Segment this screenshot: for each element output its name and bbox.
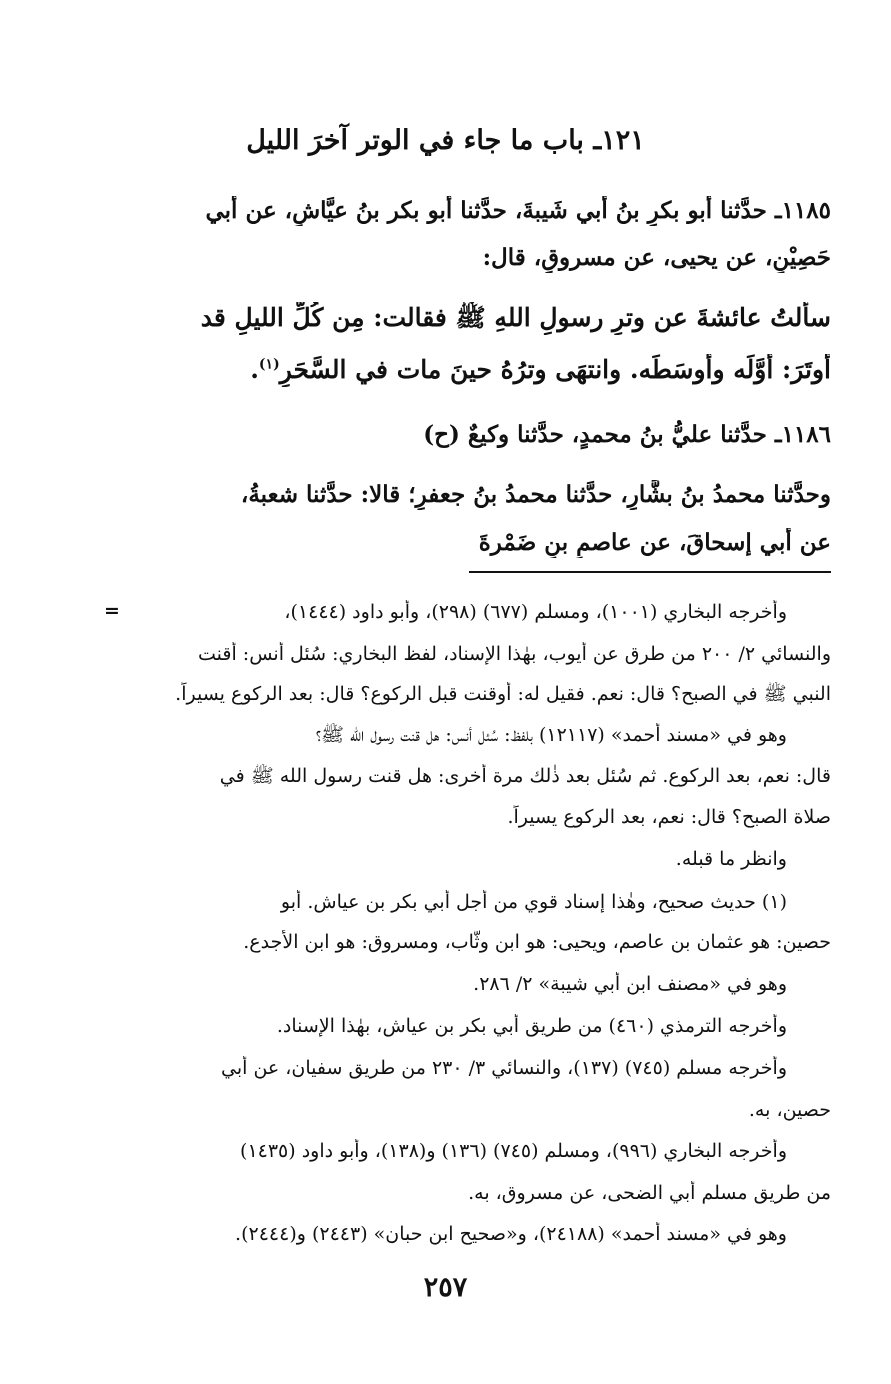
footnote-reference[interactable]: (١) <box>258 356 280 373</box>
main-text-line: وحدَّثنا محمدُ بنُ بشَّارٍ، حدَّثنا محمدُ بنُ جعفرٍ؛ قالا: حدَّثنا شعبةُ، <box>240 481 831 508</box>
footnote-line: وهو في «مصنف ابن أبي شيبة» ٢/ ٢٨٦. <box>473 973 787 995</box>
main-text-line: ١١٨٦ـ حدَّثنا عليُّ بنُ محمدٍ، حدَّثنا وكيعٌ (ح) <box>423 421 831 448</box>
footnote-line: وأخرجه مسلم (٧٤٥) (١٣٧)، والنسائي ٣/ ٢٣٠ من طريق سفيان، عن أبي <box>221 1057 787 1079</box>
footnote-line: وانظر ما قبله. <box>675 848 787 870</box>
footnote-line: صلاة الصبح؟ قال: نعم، بعد الركوع يسيراً. <box>507 806 831 828</box>
footnote-line: قال: نعم، بعد الركوع. ثم سُئل بعد ذٰلك مرة أخرى: هل قنت رسول الله ﷺ في <box>219 765 831 787</box>
hadith-text-line <box>58 354 831 387</box>
main-text-line: ١١٨٥ـ حدَّثنا أبو بكرِ بنُ أبي شَيبةَ، حدَّثنا أبو بكر بنُ عيَّاشٍ، عن أبي <box>205 197 831 224</box>
footnote-line: وأخرجه البخاري (١٠٠١)، ومسلم (٦٧٧) (٢٩٨)، وأبو داود (١٤٤٤)، <box>284 601 787 623</box>
footnote-line: وهو في «مسند أحمد» (٢٤١٨٨)، و«صحيح ابن حبان» (٢٤٤٣) و(٢٤٤٤). <box>235 1223 787 1245</box>
footnote-line: حصين، به. <box>748 1099 831 1121</box>
footnote-divider <box>469 571 831 573</box>
footnote-line: النبي ﷺ في الصبح؟ قال: نعم. فقيل له: أوقنت قبل الركوع؟ قال: بعد الركوع يسيراً. <box>175 683 831 705</box>
hadith-text: أوتَرَ: أوَّلَه وأوسَطَه. وانتهَى وترُهُ حينَ مات في السَّحَرِ <box>279 355 831 384</box>
footnote-line: وأخرجه الترمذي (٤٦٠) من طريق أبي بكر بن عياش، بهٰذا الإسناد. <box>276 1015 787 1037</box>
footnote-line: من طريق مسلم أبي الضحى، عن مسروق، به. <box>468 1182 831 1204</box>
main-text-line: حَصِيْنٍ، عن يحيى، عن مسروقٍ، قال: <box>482 244 831 271</box>
footnote-line: وهو في «مسند أحمد» (١٢١١٧) بلفظ: سُئل أنس: هل قنت رسول الله ﷺ؟ <box>315 724 787 746</box>
footnote-line: (١) حديث صحيح، وهٰذا إسناد قوي من أجل أبي بكر بن عياش. أبو <box>280 891 787 913</box>
footnote-line: وأخرجه البخاري (٩٩٦)، ومسلم (٧٤٥) (١٣٦) و(١٣٨)، وأبو داود (١٤٣٥) <box>240 1140 787 1162</box>
hadith-text-line: سألتُ عائشةَ عن وترِ رسولِ اللهِ ﷺ فقالت: مِن كُلِّ الليلِ قد <box>200 303 831 332</box>
footnote-line: والنسائي ٢/ ٢٠٠ من طرق عن أيوب، بهٰذا الإسناد، لفظ البخاري: سُئل أنس: أقنت <box>198 643 831 665</box>
continuation-mark: = <box>104 600 120 622</box>
page-number: ٢٥٧ <box>423 1272 468 1303</box>
full-stop: . <box>250 355 259 384</box>
chapter-heading: ١٢١ـ باب ما جاء في الوتر آخرَ الليل <box>246 125 645 156</box>
footnote-line: حصين: هو عثمان بن عاصم، ويحيى: هو ابن وثَّاب، ومسروق: هو ابن الأجدع. <box>243 931 831 953</box>
main-text-line: عن أبي إسحاقَ، عن عاصمِ بنِ ضَمْرةَ <box>478 529 831 556</box>
